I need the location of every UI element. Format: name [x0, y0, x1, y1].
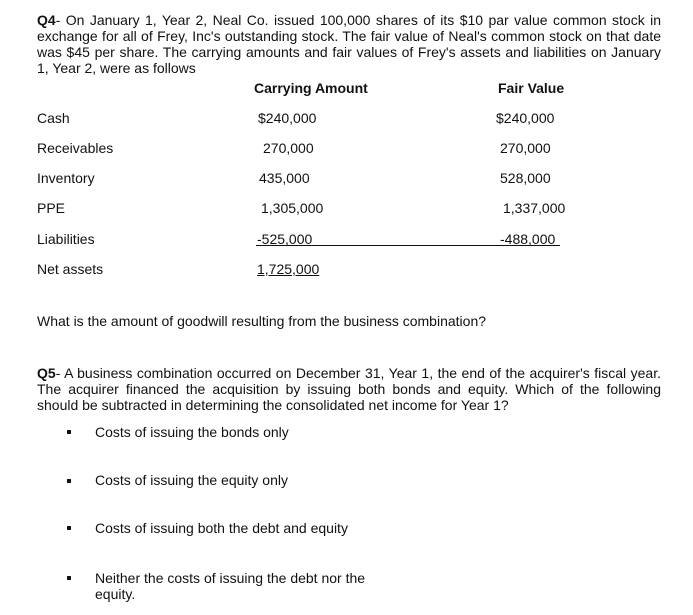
carrying-ppe: 1,305,000 [261, 200, 324, 216]
fair-receivables: 270,000 [500, 140, 551, 156]
liabilities-underline [256, 245, 560, 246]
option-equity-only: Costs of issuing the equity only [95, 472, 288, 488]
fair-ppe: 1,337,000 [503, 200, 566, 216]
bullet-icon [67, 479, 71, 483]
row-label-ppe: PPE [37, 200, 66, 216]
carrying-receivables: 270,000 [263, 140, 314, 156]
row-label-net-assets: Net assets [37, 261, 104, 277]
q4-intro [37, 12, 661, 76]
option-debt-and-equity: Costs of issuing both the debt and equity [95, 520, 348, 536]
fair-liabilities: -488,000 [500, 231, 556, 247]
fair-cash: $240,000 [496, 110, 555, 126]
fair-value-header: Fair Value [498, 80, 565, 96]
carrying-net-assets: 1,725,000 [257, 261, 320, 277]
row-label-inventory: Inventory [37, 170, 95, 186]
carrying-cash: $240,000 [258, 110, 317, 126]
bullet-icon [67, 576, 71, 580]
q4-question: What is the amount of goodwill resulting from the business combination? [37, 313, 487, 329]
fair-inventory: 528,000 [500, 170, 551, 186]
carrying-liabilities: -525,000 [257, 231, 313, 247]
q4-number: Q4 [37, 12, 56, 28]
row-label-cash: Cash [37, 110, 70, 126]
option-bonds-only: Costs of issuing the bonds only [95, 424, 289, 440]
q5-intro [37, 365, 661, 413]
carrying-amount-header: Carrying Amount [254, 80, 368, 96]
q5-number: Q5 [37, 365, 56, 381]
option-neither: Neither the costs of issuing the debt nor the equity. [95, 570, 366, 602]
row-label-liabilities: Liabilities [37, 231, 95, 247]
q4-text: - On January 1, Year 2, Neal Co. issued 100,000 shares of its $10 par value common stock in exchange for all of Frey, Inc's outstanding stock. The fair value of Neal's common stock on that date was $45 per share. The carrying amounts and fair values of Frey's assets and liabilities on January 1, Year 2, were as follows [37, 12, 661, 76]
bullet-icon [67, 430, 71, 434]
bullet-icon [67, 526, 71, 530]
row-label-receivables: Receivables [37, 140, 114, 156]
carrying-inventory: 435,000 [259, 170, 310, 186]
q5-text: - A business combination occurred on December 31, Year 1, the end of the acquirer's fiscal year. The acquirer financed the acquisition by issuing both bonds and equity. Which of the following should be subtracted in determining the consolidated net income for Year 1? [37, 365, 661, 413]
